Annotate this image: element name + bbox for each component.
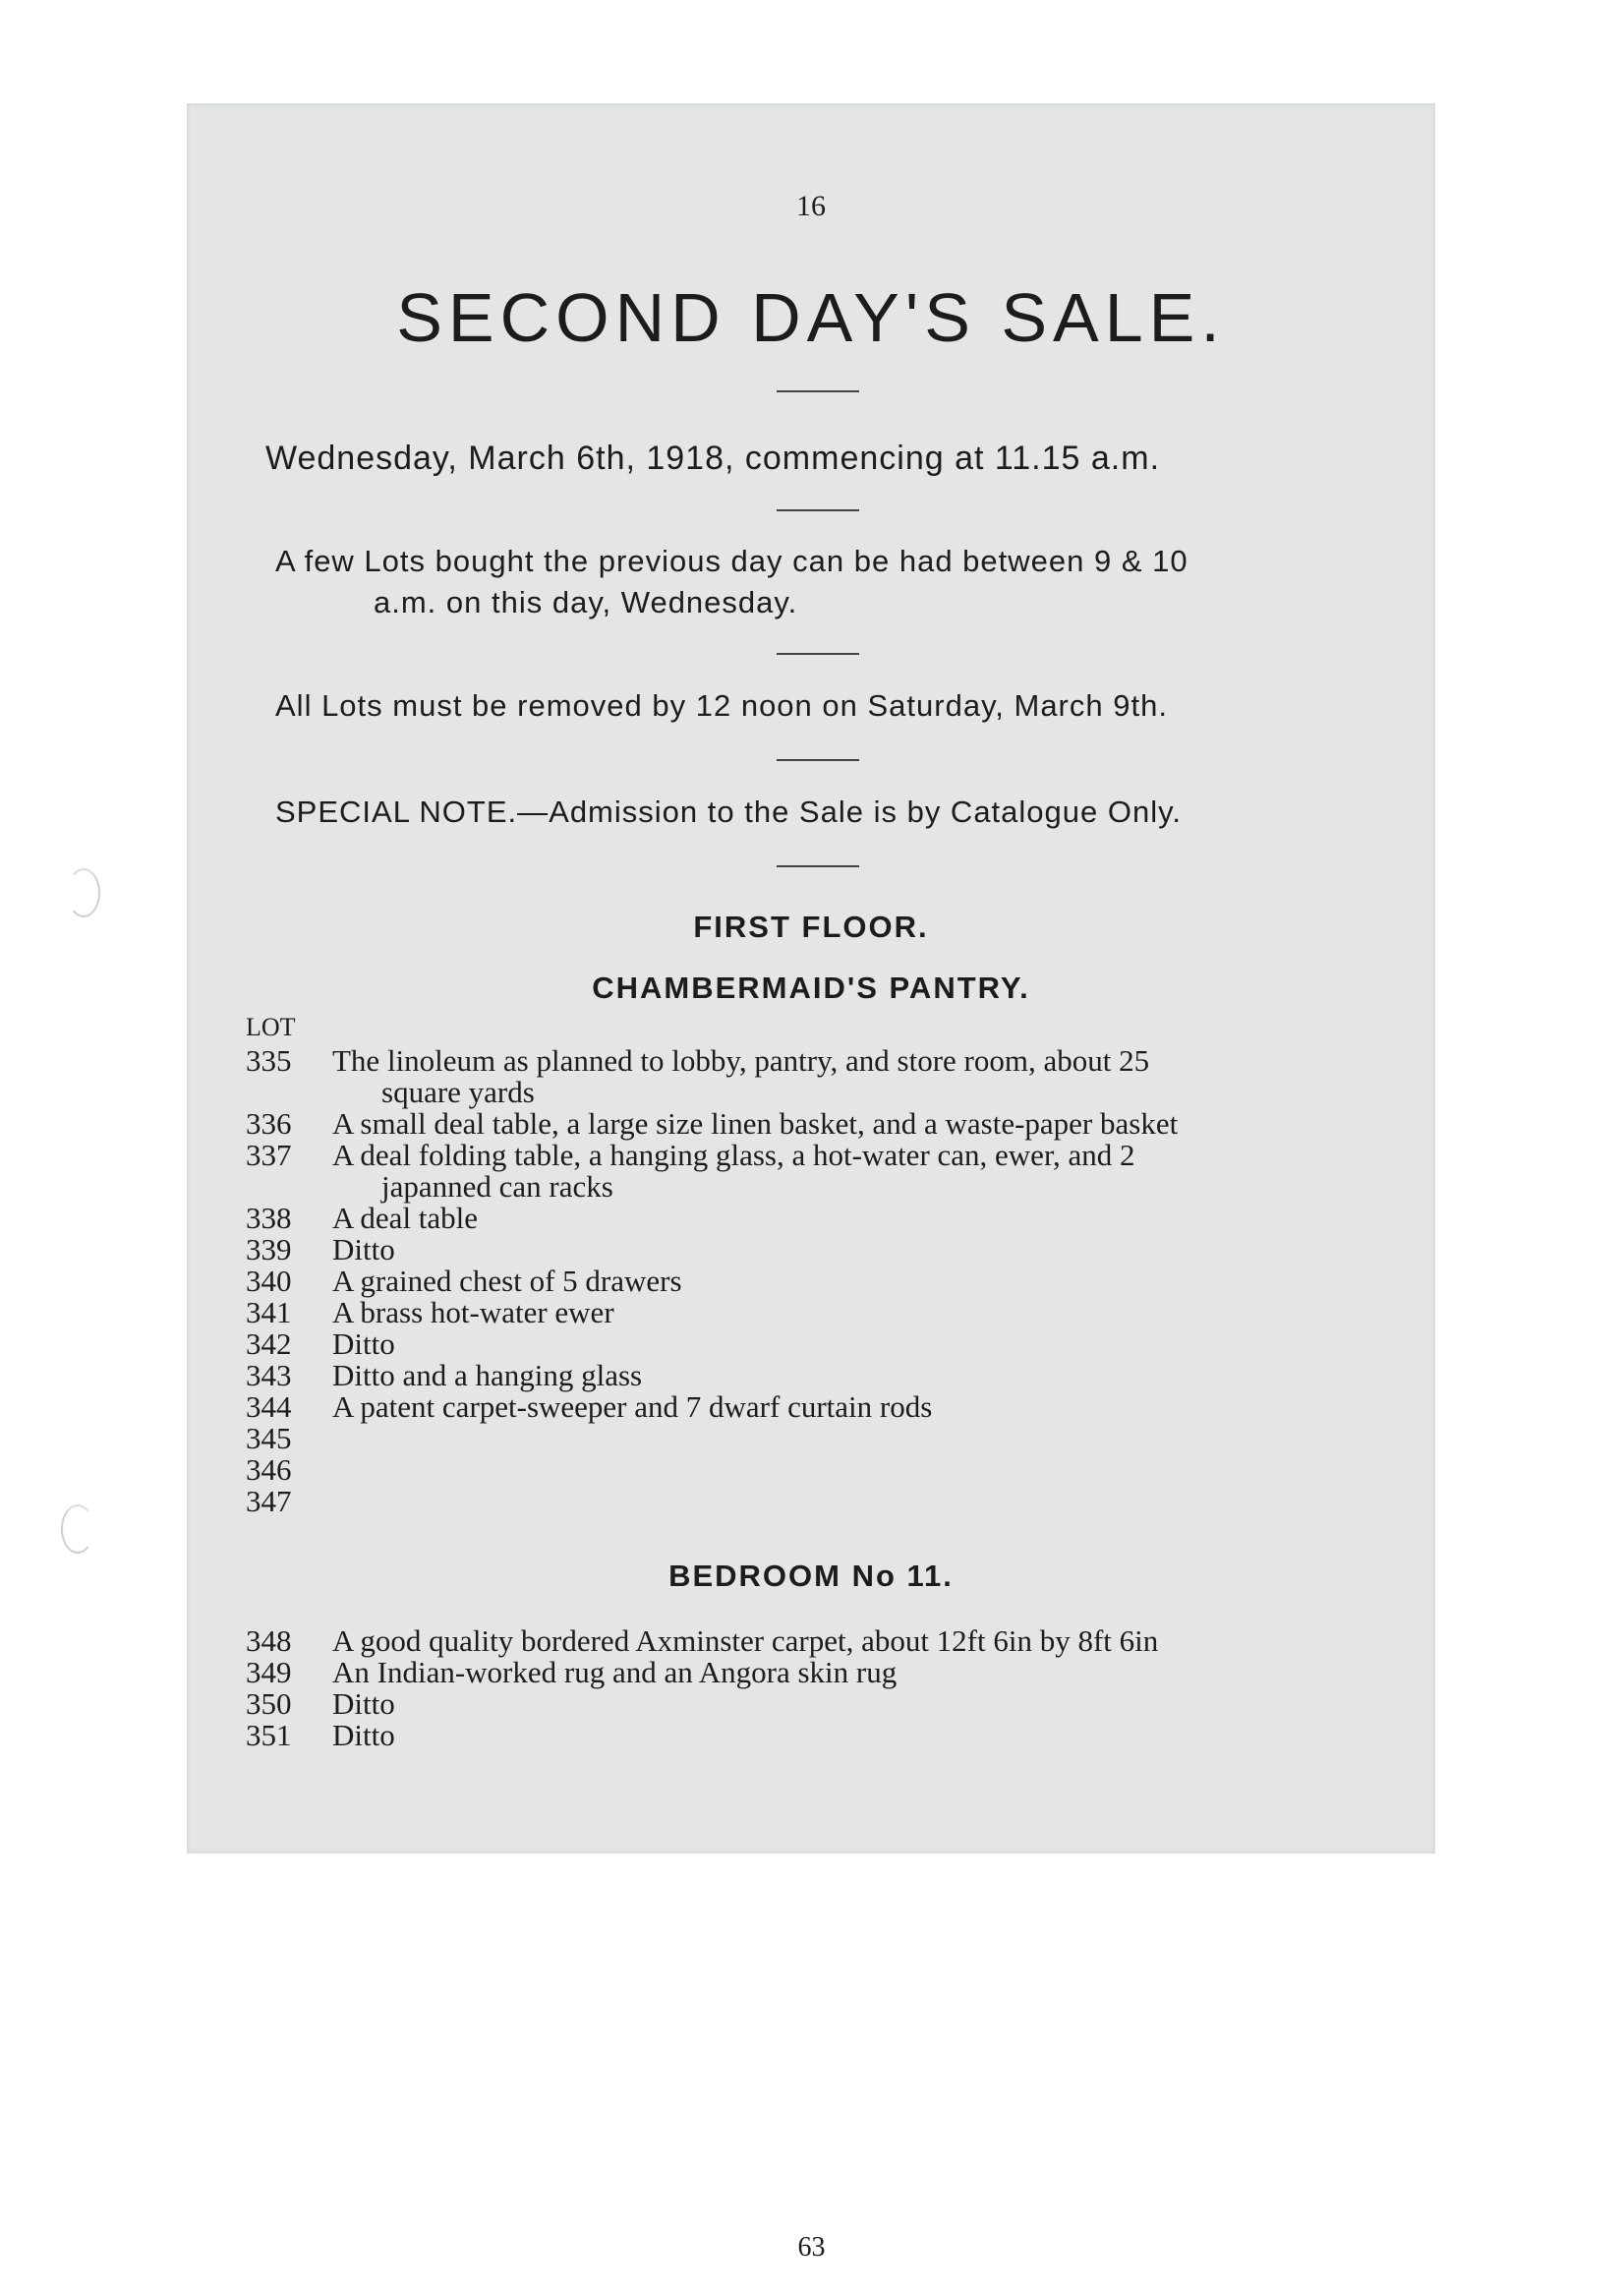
list-item [246,1423,1406,1454]
lot-number: 350 [246,1686,292,1721]
lot-number: 337 [246,1138,292,1172]
lot-description [332,1486,1406,1517]
lot-list-bedroom [246,1625,1406,1751]
lot-number: 342 [246,1326,292,1361]
removal-notice: All Lots must be removed by 12 noon on Saturday, March 9th. [275,688,1168,723]
list-item [246,1328,1406,1360]
lot-number: 338 [246,1201,292,1235]
divider [777,653,859,655]
list-item [246,1297,1406,1328]
divider [777,390,859,392]
floor-heading: FIRST FLOOR. [693,910,929,944]
lot-description: Ditto and a hanging glass [332,1358,643,1392]
list-item [246,1234,1406,1266]
list-item [246,1203,1406,1234]
list-item [246,1657,1406,1688]
page-title: SECOND DAY'S SALE. [396,279,1226,356]
lot-description: Ditto [332,1718,395,1752]
lot-description: A patent carpet-sweeper and 7 dwarf curtain rods [332,1389,933,1424]
special-note: SPECIAL NOTE.—Admission to the Sale is by Catalogue Only. [275,795,1182,829]
punch-hole-bottom [61,1504,94,1554]
list-item [246,1140,1406,1203]
list-item [246,1688,1406,1720]
list-item [246,1720,1406,1751]
lot-number: 344 [246,1389,292,1424]
lot-number: 347 [246,1484,292,1518]
previous-day-notice [275,541,1357,623]
lot-number: 340 [246,1264,292,1298]
list-item [246,1625,1406,1657]
divider [777,759,859,761]
list-item [246,1454,1406,1486]
page-number-top: 16 [796,190,826,222]
lot-number: 339 [246,1232,292,1266]
section-heading-pantry: CHAMBERMAID'S PANTRY. [592,971,1030,1005]
lot-number: 346 [246,1452,292,1487]
lot-number: 341 [246,1295,292,1329]
lot-description: An Indian-worked rug and an Angora skin rug [332,1655,898,1689]
sale-date-notice: Wednesday, March 6th, 1918, commencing at 11.15 a.m. [265,440,1161,477]
lot-description: A grained chest of 5 drawers [332,1264,682,1298]
lot-number: 345 [246,1421,292,1455]
lot-description [332,1454,1406,1486]
lot-description: A deal table [332,1201,479,1235]
lot-description: A brass hot-water ewer [332,1295,614,1329]
lot-number: 351 [246,1718,292,1752]
previous-day-notice-line-2: a.m. on this day, Wednesday. [374,585,798,619]
list-item [246,1045,1406,1108]
list-item [246,1266,1406,1297]
lot-number: 343 [246,1358,292,1392]
lot-number: 348 [246,1623,292,1658]
lot-number: 336 [246,1106,292,1141]
divider [777,865,859,867]
lot-number: 349 [246,1655,292,1689]
lot-list-pantry [246,1045,1406,1517]
divider [777,509,859,511]
list-item [246,1486,1406,1517]
list-item [246,1360,1406,1391]
list-item [246,1108,1406,1140]
lot-description: A small deal table, a large size linen basket, and a waste-paper basket [332,1106,1179,1141]
lot-description: Ditto [332,1686,395,1721]
lot-description [332,1423,1406,1454]
section-heading-bedroom: BEDROOM No 11. [668,1559,954,1593]
catalogue-page [187,103,1435,1854]
lot-description: A deal folding table, a hanging glass, a hot-water can, ewer, and 2 japanned can racks [332,1138,1135,1204]
lot-column-header: LOT [246,1013,296,1041]
lot-description: Ditto [332,1326,395,1361]
lot-number: 335 [246,1043,292,1078]
list-item [246,1391,1406,1423]
page-number-bottom: 63 [797,2232,826,2263]
previous-day-notice-line-1: A few Lots bought the previous day can be had between 9 & 10 [275,544,1188,578]
punch-hole-top [67,868,100,917]
lot-description: The linoleum as planned to lobby, pantry, and store room, about 25 square yards [332,1043,1150,1109]
lot-description: Ditto [332,1232,395,1266]
lot-description: A good quality bordered Axminster carpet, about 12ft 6in by 8ft 6in [332,1623,1159,1658]
